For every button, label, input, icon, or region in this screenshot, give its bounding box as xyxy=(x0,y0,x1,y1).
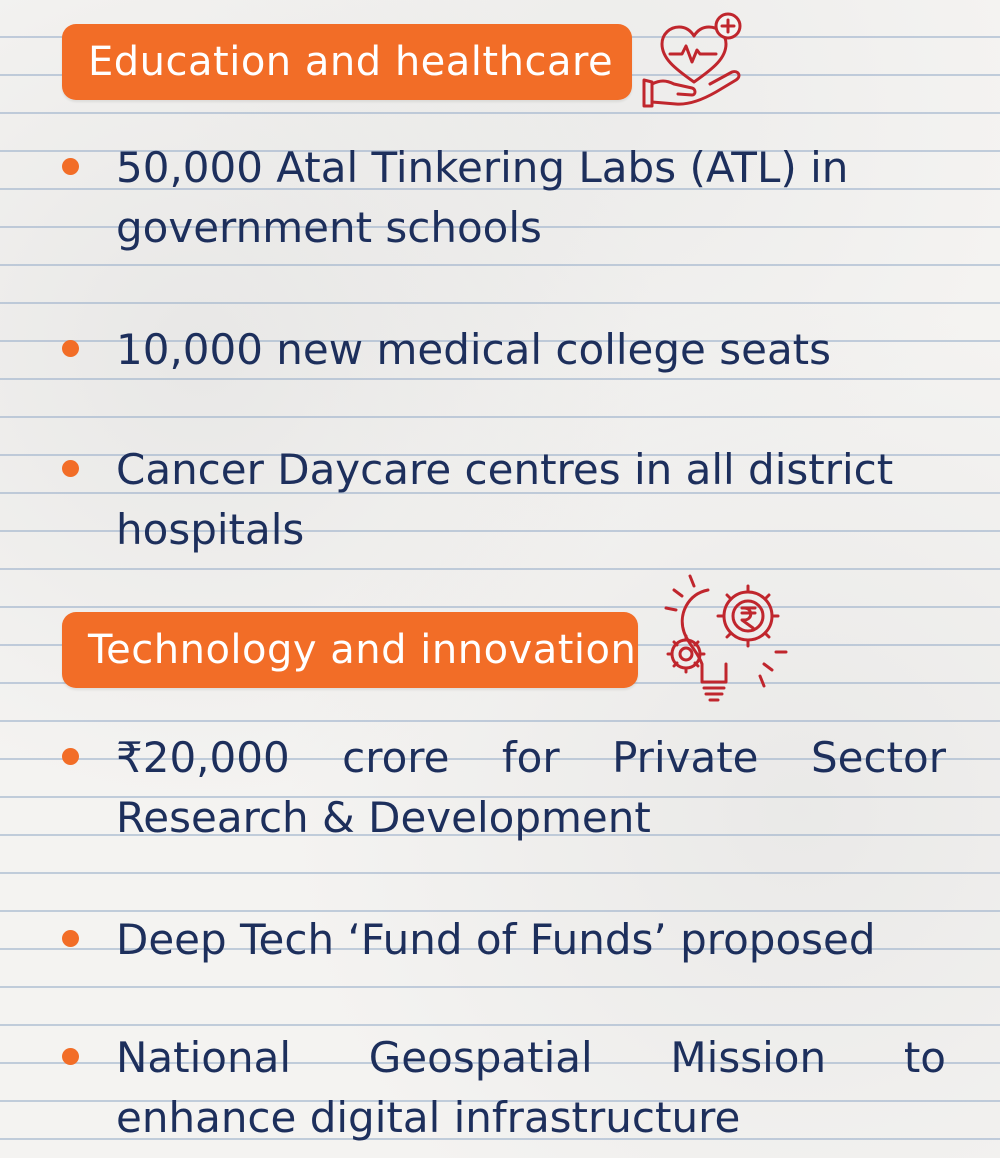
heart-health-hand-icon xyxy=(636,10,752,110)
list-item-rnd-funding: ₹20,000 crore for Private Sector Research & Development xyxy=(116,733,946,842)
list-item-deep-tech-fund: Deep Tech ‘Fund of Funds’ proposed xyxy=(116,915,876,964)
lightbulb-gear-rupee-icon xyxy=(660,572,794,708)
bullet-dot xyxy=(62,930,79,947)
list-item-medical-seats: 10,000 new medical college seats xyxy=(116,325,832,374)
bullet-dot xyxy=(62,748,79,765)
list-item-geospatial-mission: National Geospatial Mission to enhance digital infrastructure xyxy=(116,1033,946,1142)
list-item-cancer-daycare: Cancer Daycare centres in all district hospitals xyxy=(116,445,894,554)
bullet-dot xyxy=(62,340,79,357)
list-item-atl-labs: 50,000 Atal Tinkering Labs (ATL) in government schools xyxy=(116,143,849,252)
section-header-education: Education and healthcare xyxy=(62,24,632,100)
section-header-technology: Technology and innovation xyxy=(62,612,638,688)
bullet-dot xyxy=(62,1048,79,1065)
bullet-dot xyxy=(62,460,79,477)
bullet-dot xyxy=(62,158,79,175)
